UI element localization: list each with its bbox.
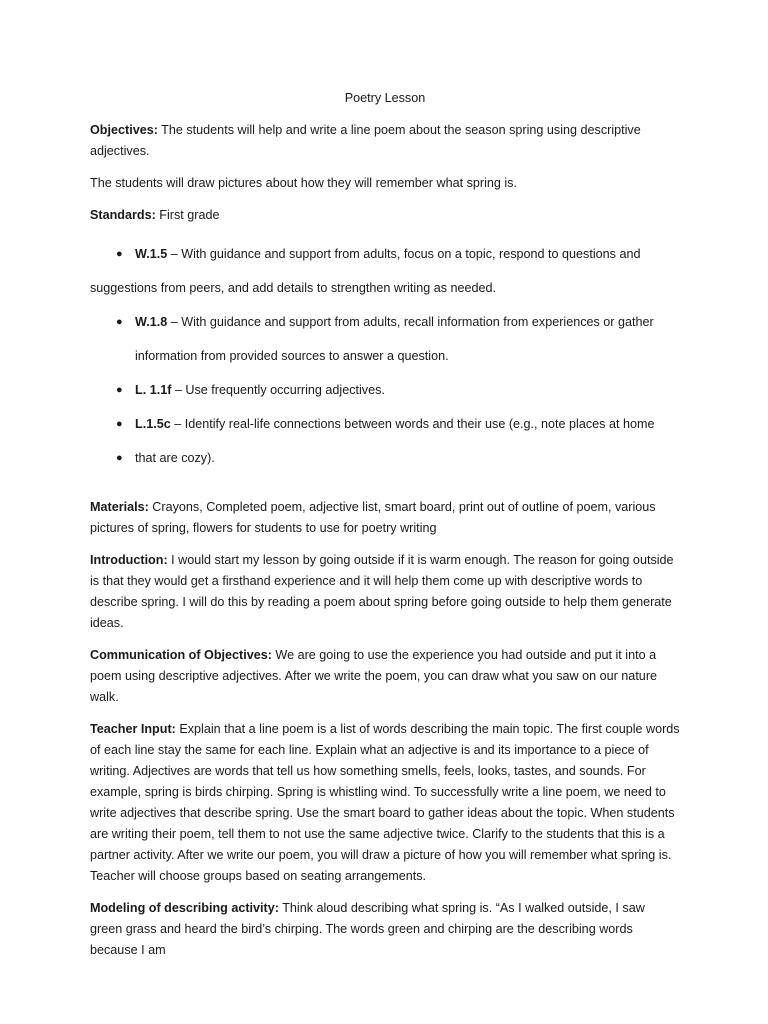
communication-paragraph bbox=[90, 645, 680, 708]
bullet-icon: ● bbox=[116, 316, 123, 328]
standard-item-l15c bbox=[90, 407, 680, 441]
communication-label: Communication of Objectives: bbox=[90, 648, 272, 662]
teacher-input-paragraph bbox=[90, 719, 680, 887]
objectives-text: The students will help and write a line poem about the season spring using descriptive adjectives. bbox=[90, 123, 641, 158]
standard-text: – Use frequently occurring adjectives. bbox=[171, 383, 385, 397]
teacher-input-label: Teacher Input: bbox=[90, 722, 176, 736]
modeling-text: Think aloud describing what spring is. “As I walked outside, I saw green grass and heard the bird’s chirping. The words green and chirping are the describing words because I am bbox=[90, 901, 645, 957]
objectives-paragraph bbox=[90, 120, 680, 162]
modeling-paragraph bbox=[90, 898, 680, 961]
bullet-icon: ● bbox=[116, 452, 123, 464]
standard-text: – Identify real-life connections between words and their use (e.g., note places at home bbox=[170, 417, 655, 431]
standard-continuation: suggestions from peers, and add details to strengthen writing as needed. bbox=[90, 281, 497, 295]
document-page bbox=[90, 88, 680, 972]
introduction-label: Introduction: bbox=[90, 553, 168, 567]
introduction-text: I would start my lesson by going outside if it is warm enough. The reason for going outside is that they would get a firsthand experience and it will help them come up with descriptive words to describe spring. I will do this by reading a poem about spring before going outside to help them generate ideas. bbox=[90, 553, 674, 630]
materials-label: Materials: bbox=[90, 500, 149, 514]
standard-text: that are cozy). bbox=[135, 451, 215, 465]
bullet-icon: ● bbox=[116, 384, 123, 396]
communication-text: We are going to use the experience you had outside and put it into a poem using descriptive adjectives. After we write the poem, you can draw what you saw on our nature walk. bbox=[90, 648, 658, 704]
standard-item-w18 bbox=[90, 305, 680, 339]
document-title: Poetry Lesson bbox=[344, 91, 426, 105]
standard-item-w15 bbox=[90, 237, 680, 271]
bullet-icon: ● bbox=[116, 418, 123, 430]
standard-code: W.1.5 bbox=[135, 247, 168, 261]
standard-item-l11f bbox=[90, 373, 680, 407]
materials-text: Crayons, Completed poem, adjective list, smart board, print out of outline of poem, various pictures of spring, flowers for students to use for poetry writing bbox=[90, 500, 656, 535]
standards-label: Standards: bbox=[90, 208, 156, 222]
objectives-drawing-paragraph: The students will draw pictures about how they will remember what spring is. bbox=[90, 176, 517, 190]
standard-code: L.1.5c bbox=[135, 417, 171, 431]
objectives-label: Objectives: bbox=[90, 123, 158, 137]
standards-text: First grade bbox=[155, 208, 220, 222]
materials-paragraph bbox=[90, 497, 680, 539]
standard-text: – With guidance and support from adults, recall information from experiences or gather bbox=[167, 315, 654, 329]
standards-paragraph bbox=[90, 205, 680, 226]
modeling-label: Modeling of describing activity: bbox=[90, 901, 279, 915]
standard-text: – With guidance and support from adults, focus on a topic, respond to questions and bbox=[167, 247, 641, 261]
standard-continuation: information from provided sources to answer a question. bbox=[135, 349, 449, 363]
standard-code: W.1.8 bbox=[135, 315, 168, 329]
introduction-paragraph bbox=[90, 550, 680, 634]
section-spacer bbox=[90, 475, 680, 497]
standard-code: L. 1.1f bbox=[135, 383, 172, 397]
teacher-input-text: Explain that a line poem is a list of words describing the main topic. The first couple words of each line stay the same for each line. Explain what an adjective is and its importance to a piece of writing. Adjectives are words that tell us how something smells, feels, looks, tastes, and sounds. For example, spring is birds chirping. Spring is whistling wind. To successfully write a line poem, we need to write adjectives that describe spring. Use the smart board to gather ideas about the topic. When students are writing their poem, tell them to not use the same adjective twice. Clarify to the students that this is a partner activity. After we write our poem, you will draw a picture of how you will remember what spring is. Teacher will choose groups based on seating arrangements. bbox=[90, 722, 680, 883]
bullet-icon: ● bbox=[116, 248, 123, 260]
standard-item-cozy bbox=[90, 441, 680, 475]
